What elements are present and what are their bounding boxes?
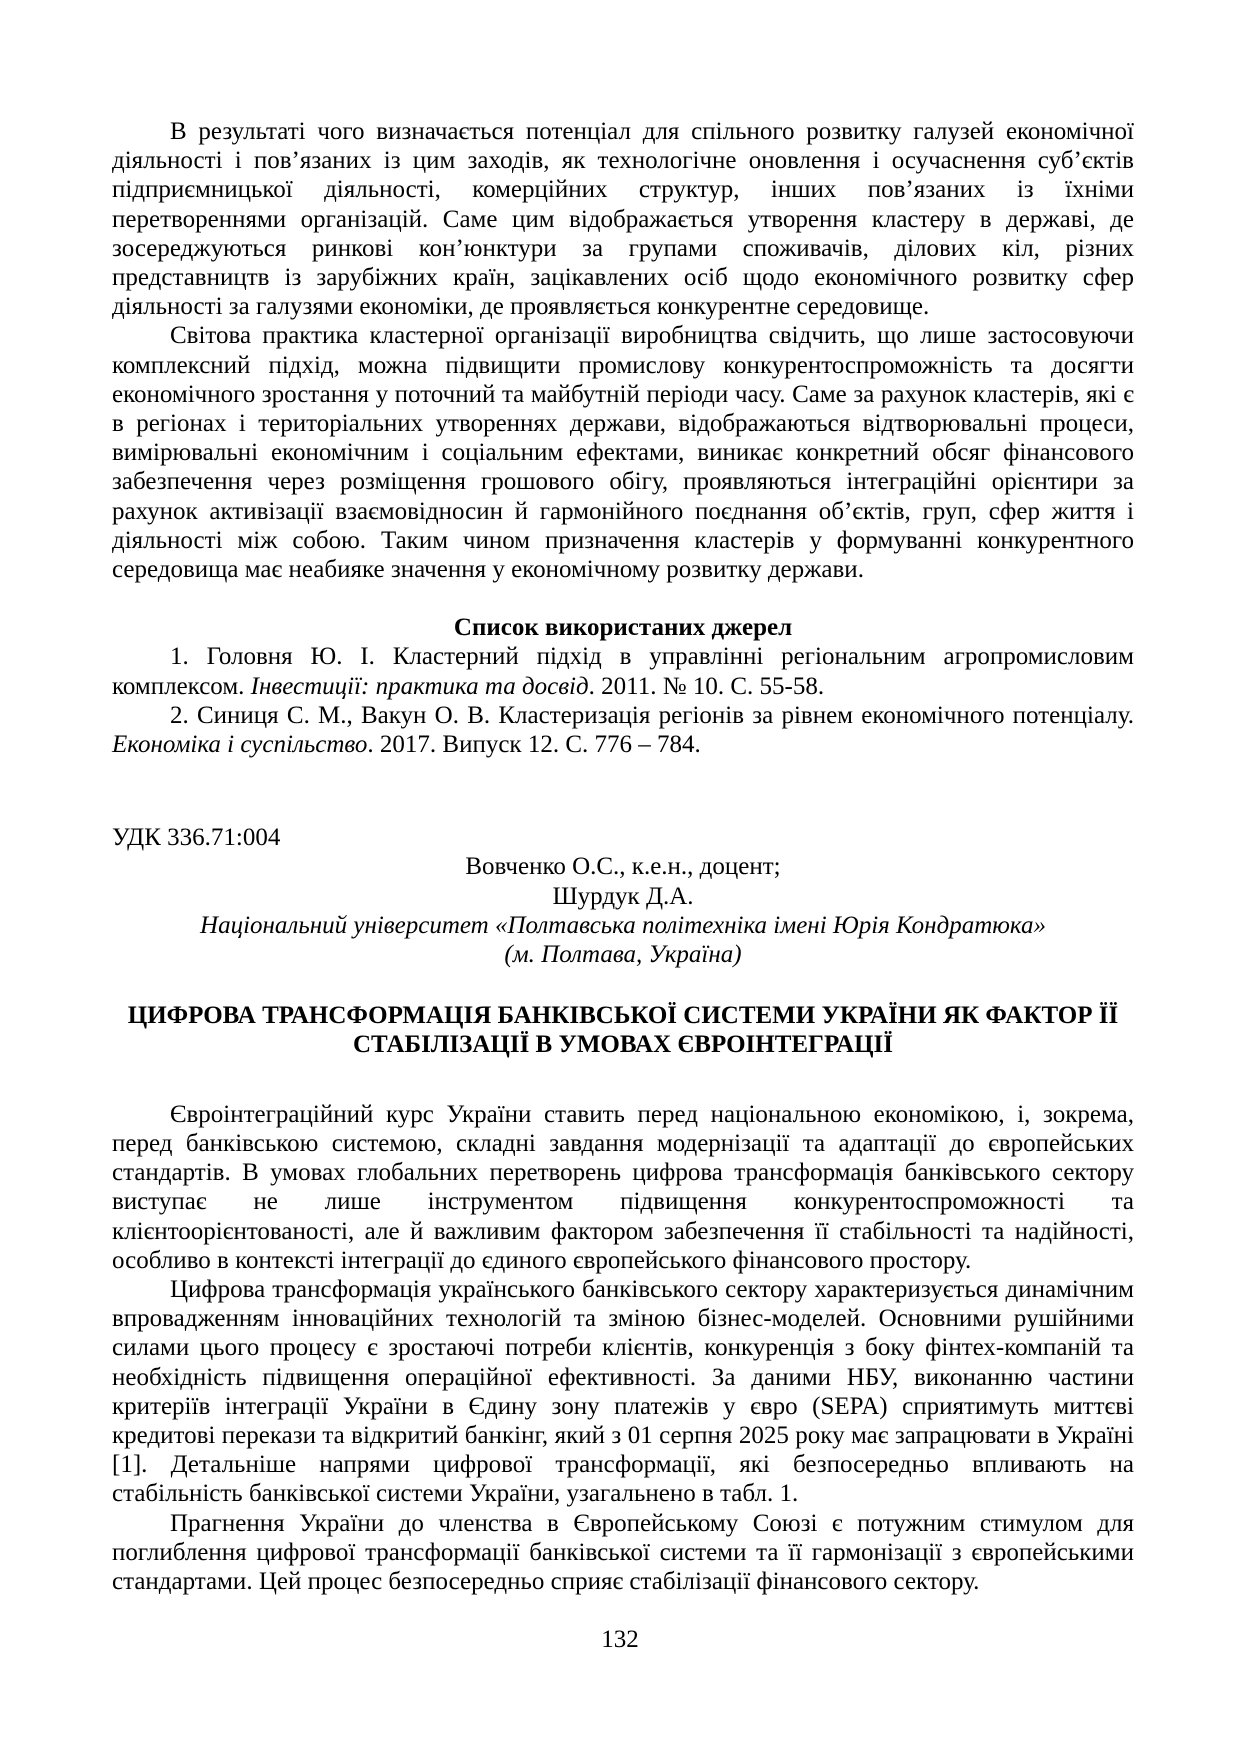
reference-item-2 [112, 701, 1134, 759]
reference-1-journal: Інвестиції: практика та досвід [250, 672, 589, 700]
reference-1-details: . 2011. № 10. С. 55-58. [588, 672, 825, 700]
references-heading: Список використаних джерел [453, 614, 793, 642]
page-number: 132 [601, 1626, 639, 1653]
paragraph-world-practice: Світова практика кластерної організації виробництва свідчить, що лише застосовуючи комплексний підхід, можна підвищити промислову конкурентоспроможність та досягти економічного зростання у поточний та майбутній періоди часу. Саме за рахунок кластерів, які є в регіонах і територіальних утвореннях держави, відображаються відтворювальні процеси, вимірювальні економічним і соціальним ефектами, виникає конкретний обсяг фінансового забезпечення через розміщення грошового обігу, проявляються інтеграційні орієнтири за рахунок активізації взаємовідносин й гармонійного поєднання об’єктів, груп, сфер життя і діяльності між собою. Таким чином призначення кластерів у формуванні конкурентного середовища має неабияке значення у економічному розвитку держави. [112, 322, 1134, 584]
paragraph-eu-membership: Прагнення України до членства в Європейському Союзі є потужним стимулом для поглиблення цифрової трансформації банківської системи та її гармонізації з європейськими стандартами. Цей процес безпосередньо сприяє стабілізації фінансового сектору. [112, 1509, 1134, 1595]
reference-2-journal: Економіка і суспільство [112, 731, 368, 759]
paragraph-eurointegration-course: Євроінтеграційний курс України ставить перед національною економікою, і, зокрема, перед банківською системою, складні завдання модернізації та адаптації до європейських стандартів. В умовах глобальних перетворень цифрова трансформація банківського сектору виступає не лише інструментом підвищення конкурентоспроможності та клієнтоорієнтованості, але й важливим фактором забезпечення її стабільності та надійності, особливо в контексті інтеграції до єдиного європейського фінансового простору. [112, 1100, 1134, 1274]
paragraph-cluster-potential: В результаті чого визначається потенціал для спільного розвитку галузей економічної діяльності і пов’язаних із цим заходів, як технологічне оновлення і осучаснення суб’єктів підприємницької діяльності, комерційних структур, інших пов’язаних із їхніми перетвореннями організацій. Саме цим відображається утворення кластеру в державі, де зосереджуються ринкові кон’юнктури за групами споживачів, ділових кіл, різних представництв із зарубіжних країн, зацікавлених осіб щодо економічного розвитку сфер діяльності за галузями економіки, де проявляється конкурентне середовище. [112, 118, 1134, 321]
reference-2-details: . 2017. Випуск 12. С. 776 – 784. [367, 731, 701, 759]
reference-2-text: 2. Синиця С. М., Вакун О. В. Кластеризація регіонів за рівнем економічного потенціалу. [170, 701, 1134, 729]
reference-1-text: 1. Головня Ю. І. Кластерний підхід в управлінні регіональним агропромисловим комплексом. [112, 643, 1134, 700]
article-title: ЦИФРОВА ТРАНСФОРМАЦІЯ БАНКІВСЬКОЇ СИСТЕМИ УКРАЇНИ ЯК ФАКТОР ЇЇ СТАБІЛІЗАЦІЇ В УМОВАХ ЄВРОІНТЕГРАЦІЇ [127, 1002, 1119, 1059]
affiliation-line: Національний університет «Полтавська політехніка імені Юрія Кондратюка» [200, 911, 1046, 939]
page-content [112, 117, 1134, 1596]
paragraph-digital-transformation: Цифрова трансформація українського банківського сектору характеризується динамічним впровадженням інноваційних технологій та зміною бізнес-моделей. Основними рушійними силами цього процесу є зростаючі потреби клієнтів, конкуренція з боку фінтех-компаній та необхідність підвищення операційної ефективності. За даними НБУ, виконанню частини критеріїв інтеграції України в Єдину зону платежів у євро (SEPA) сприятимуть миттєві кредитові перекази та відкритий банкінг, який з 01 серпня 2025 року має запрацювати в Україні [1]. Детальніше напрями цифрової трансформації, які безпосередньо впливають на стабільність банківської системи України, узагальнено в табл. 1. [112, 1275, 1134, 1508]
author-line-1: Вовченко О.С., к.е.н., доцент; [465, 853, 781, 881]
location-line: (м. Полтава, Україна) [504, 941, 742, 969]
reference-item-1 [112, 642, 1134, 700]
author-line-2: Шурдук Д.А. [552, 882, 694, 910]
udc-code: УДК 336.71:004 [112, 824, 281, 852]
